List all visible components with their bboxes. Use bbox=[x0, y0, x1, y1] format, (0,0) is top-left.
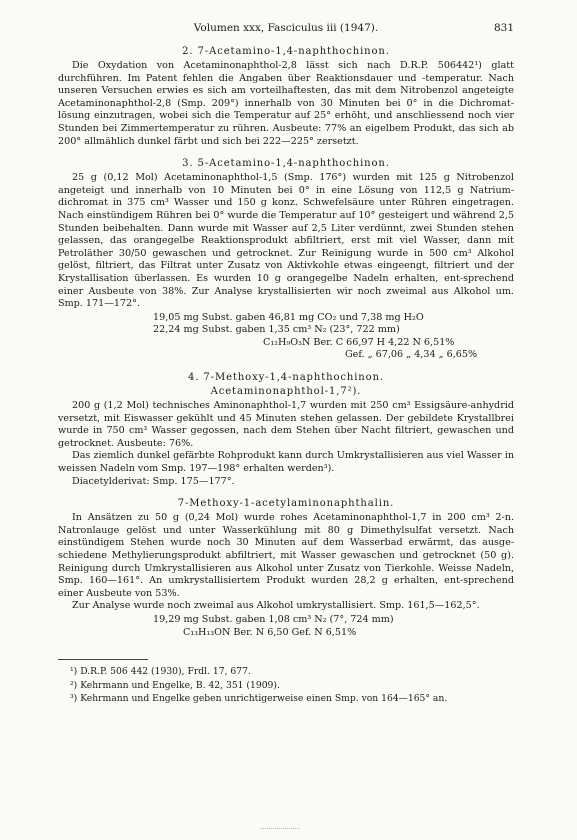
analysis-line: 19,05 mg Subst. gaben 46,81 mg CO₂ und 7,38 mg H₂O bbox=[153, 311, 424, 323]
paragraph: 25 g (0,12 Mol) Acetaminonaphthol-1,5 (Smp. 176°) wurden mit 125 g Nitrobenzol angeteigt und innerhalb von 10 Minuten bei 0° in eine Lösung von 112,5 g Natrium-dichromat in 375 cm³ Wasser und 150 g konz. Schwefelsäure unter Rühren eingetragen. Nach einstündigem Rühren bei 0° wurde die Temperatur auf 10° gesteigert und während 2,5 Stunden beibehalten. Dann wurde mit Wasser auf 2,5 Liter verdünnt, zwei Stunden stehen gelassen, das orangegelbe Reaktionsprodukt abfiltriert, erst mit viel Wasser, dann mit Petroläther 30/50 gewaschen und getrocknet. Zur Reinigung wurde in 500 cm³ Alkohol gelöst, filtriert, das Filtrat unter Zusatz von Aktivkohle etwas eingeengt, filtriert und der Krystallisation überlassen. Es wurden 10 g orangegelbe Nadeln erhalten, ent-sprechend einer Ausbeute von 38%. Zur Analyse krystallisierten wir noch zweimal aus Alkohol um. Smp. 171—172°. bbox=[58, 172, 514, 310]
section-heading: 3. 5-Acetamino-1,4-naphthochinon. bbox=[182, 158, 390, 170]
footnote-divider bbox=[58, 659, 148, 660]
analysis-line: C₁₃H₁₃ON Ber. N 6,50 Gef. N 6,51% bbox=[183, 626, 357, 638]
elemental-analysis bbox=[58, 312, 514, 362]
paragraph: Das ziemlich dunkel gefärbte Rohprodukt kann durch Umkrystallisieren aus viel Wasser in weissen Nadeln vom Smp. 197—198° erhalten werden³). bbox=[58, 450, 514, 475]
section-heading: 4. 7-Methoxy-1,4-naphthochinon. bbox=[188, 372, 384, 384]
analysis-line: C₁₂H₉O₃N Ber. C 66,97 H 4,22 N 6,51% bbox=[263, 336, 455, 348]
analysis-line: Gef. „ 67,06 „ 4,34 „ 6,65% bbox=[345, 349, 478, 361]
paragraph: In Ansätzen zu 50 g (0,24 Mol) wurde rohes Acetaminonaphthol-1,7 in 200 cm³ 2-n. Natronlauge gelöst und unter Wasserkühlung mit 80 g Dimethylsulfat versetzt. Nach einstündigem Stehen wurde noch 30 Minuten auf dem Wasserbad erwärmt, das ausge-schiedene Methylierungsprodukt abfiltriert, mit Wasser gewaschen und getrocknet (50 g). Reinigung durch Umkrystallisieren aus Alkohol unter Zusatz von Tierkohle. Weisse Nadeln, Smp. 160—161°. An umkrystallisiertem Produkt wurden 28,2 g erhalten, ent-sprechend einer Ausbeute von 53%. bbox=[58, 512, 514, 599]
analysis-line: 22,24 mg Subst. gaben 1,35 cm³ N₂ (23°, 722 mm) bbox=[153, 324, 400, 336]
paragraph: Die Oxydation von Acetaminonaphthol-2,8 lässt sich nach D.R.P. 506442¹) glatt durchführen. Im Patent fehlen die Angaben über Reaktionsdauer und -temperatur. Nach unseren Versuchen erwies es sich am vorteilhaftesten, das mit dem Nitrobenzol angeteigte Acetaminonaphthol-2,8 (Smp. 209°) innerhalb von 30 Minuten bei 0° in die Dichromat-lösung einzutragen, wobei sich die Temperatur auf 25° erhöht, und anschliessend noch vier Stunden bei Zimmertemperatur zu rühren. Ausbeute: 77% an eigelbem Produkt, das sich ab 200° allmählich dunkel färbt und sich bei 222—225° zersetzt. bbox=[58, 60, 514, 147]
elemental-analysis bbox=[58, 614, 514, 639]
footnote: ³) Kehrmann und Engelke geben unrichtigerweise einen Smp. von 164—165° an. bbox=[70, 693, 448, 705]
paragraph: Diacetylderivat: Smp. 175—177°. bbox=[72, 475, 235, 487]
section-heading: 2. 7-Acetamino-1,4-naphthochinon. bbox=[182, 46, 390, 57]
running-header bbox=[58, 22, 514, 38]
paragraph: 200 g (1,2 Mol) technisches Aminonaphthol-1,7 wurden mit 250 cm³ Essigsäure-anhydrid versetzt, mit Eiswasser gekühlt und 45 Minuten stehen gelassen. Der gebildete Krystallbrei wurde in 750 cm³ Wasser gegossen, nach dem Stehen über Nacht filtriert, gewaschen und getrocknet. Ausbeute: 76%. bbox=[58, 400, 514, 449]
section-heading: 7-Methoxy-1-acetylaminonaphthalin. bbox=[177, 498, 395, 510]
document-page bbox=[58, 22, 514, 706]
footnote: ¹) D.R.P. 506 442 (1930), Frdl. 17, 677. bbox=[70, 666, 251, 678]
footnote: ²) Kehrmann und Engelke, B. 42, 351 (1909). bbox=[70, 679, 280, 691]
analysis-line: 19,29 mg Subst. gaben 1,08 cm³ N₂ (7°, 724 mm) bbox=[153, 613, 394, 625]
journal-title: Volumen xxx, Fasciculus iii (1947). bbox=[193, 22, 379, 34]
page-number: 831 bbox=[493, 22, 514, 34]
paragraph: Zur Analyse wurde noch zweimal aus Alkohol umkrystallisiert. Smp. 161,5—162,5°. bbox=[72, 600, 480, 612]
scan-artifact bbox=[260, 828, 300, 833]
section-subheading: Acetaminonaphthol-1,7²). bbox=[210, 386, 362, 398]
